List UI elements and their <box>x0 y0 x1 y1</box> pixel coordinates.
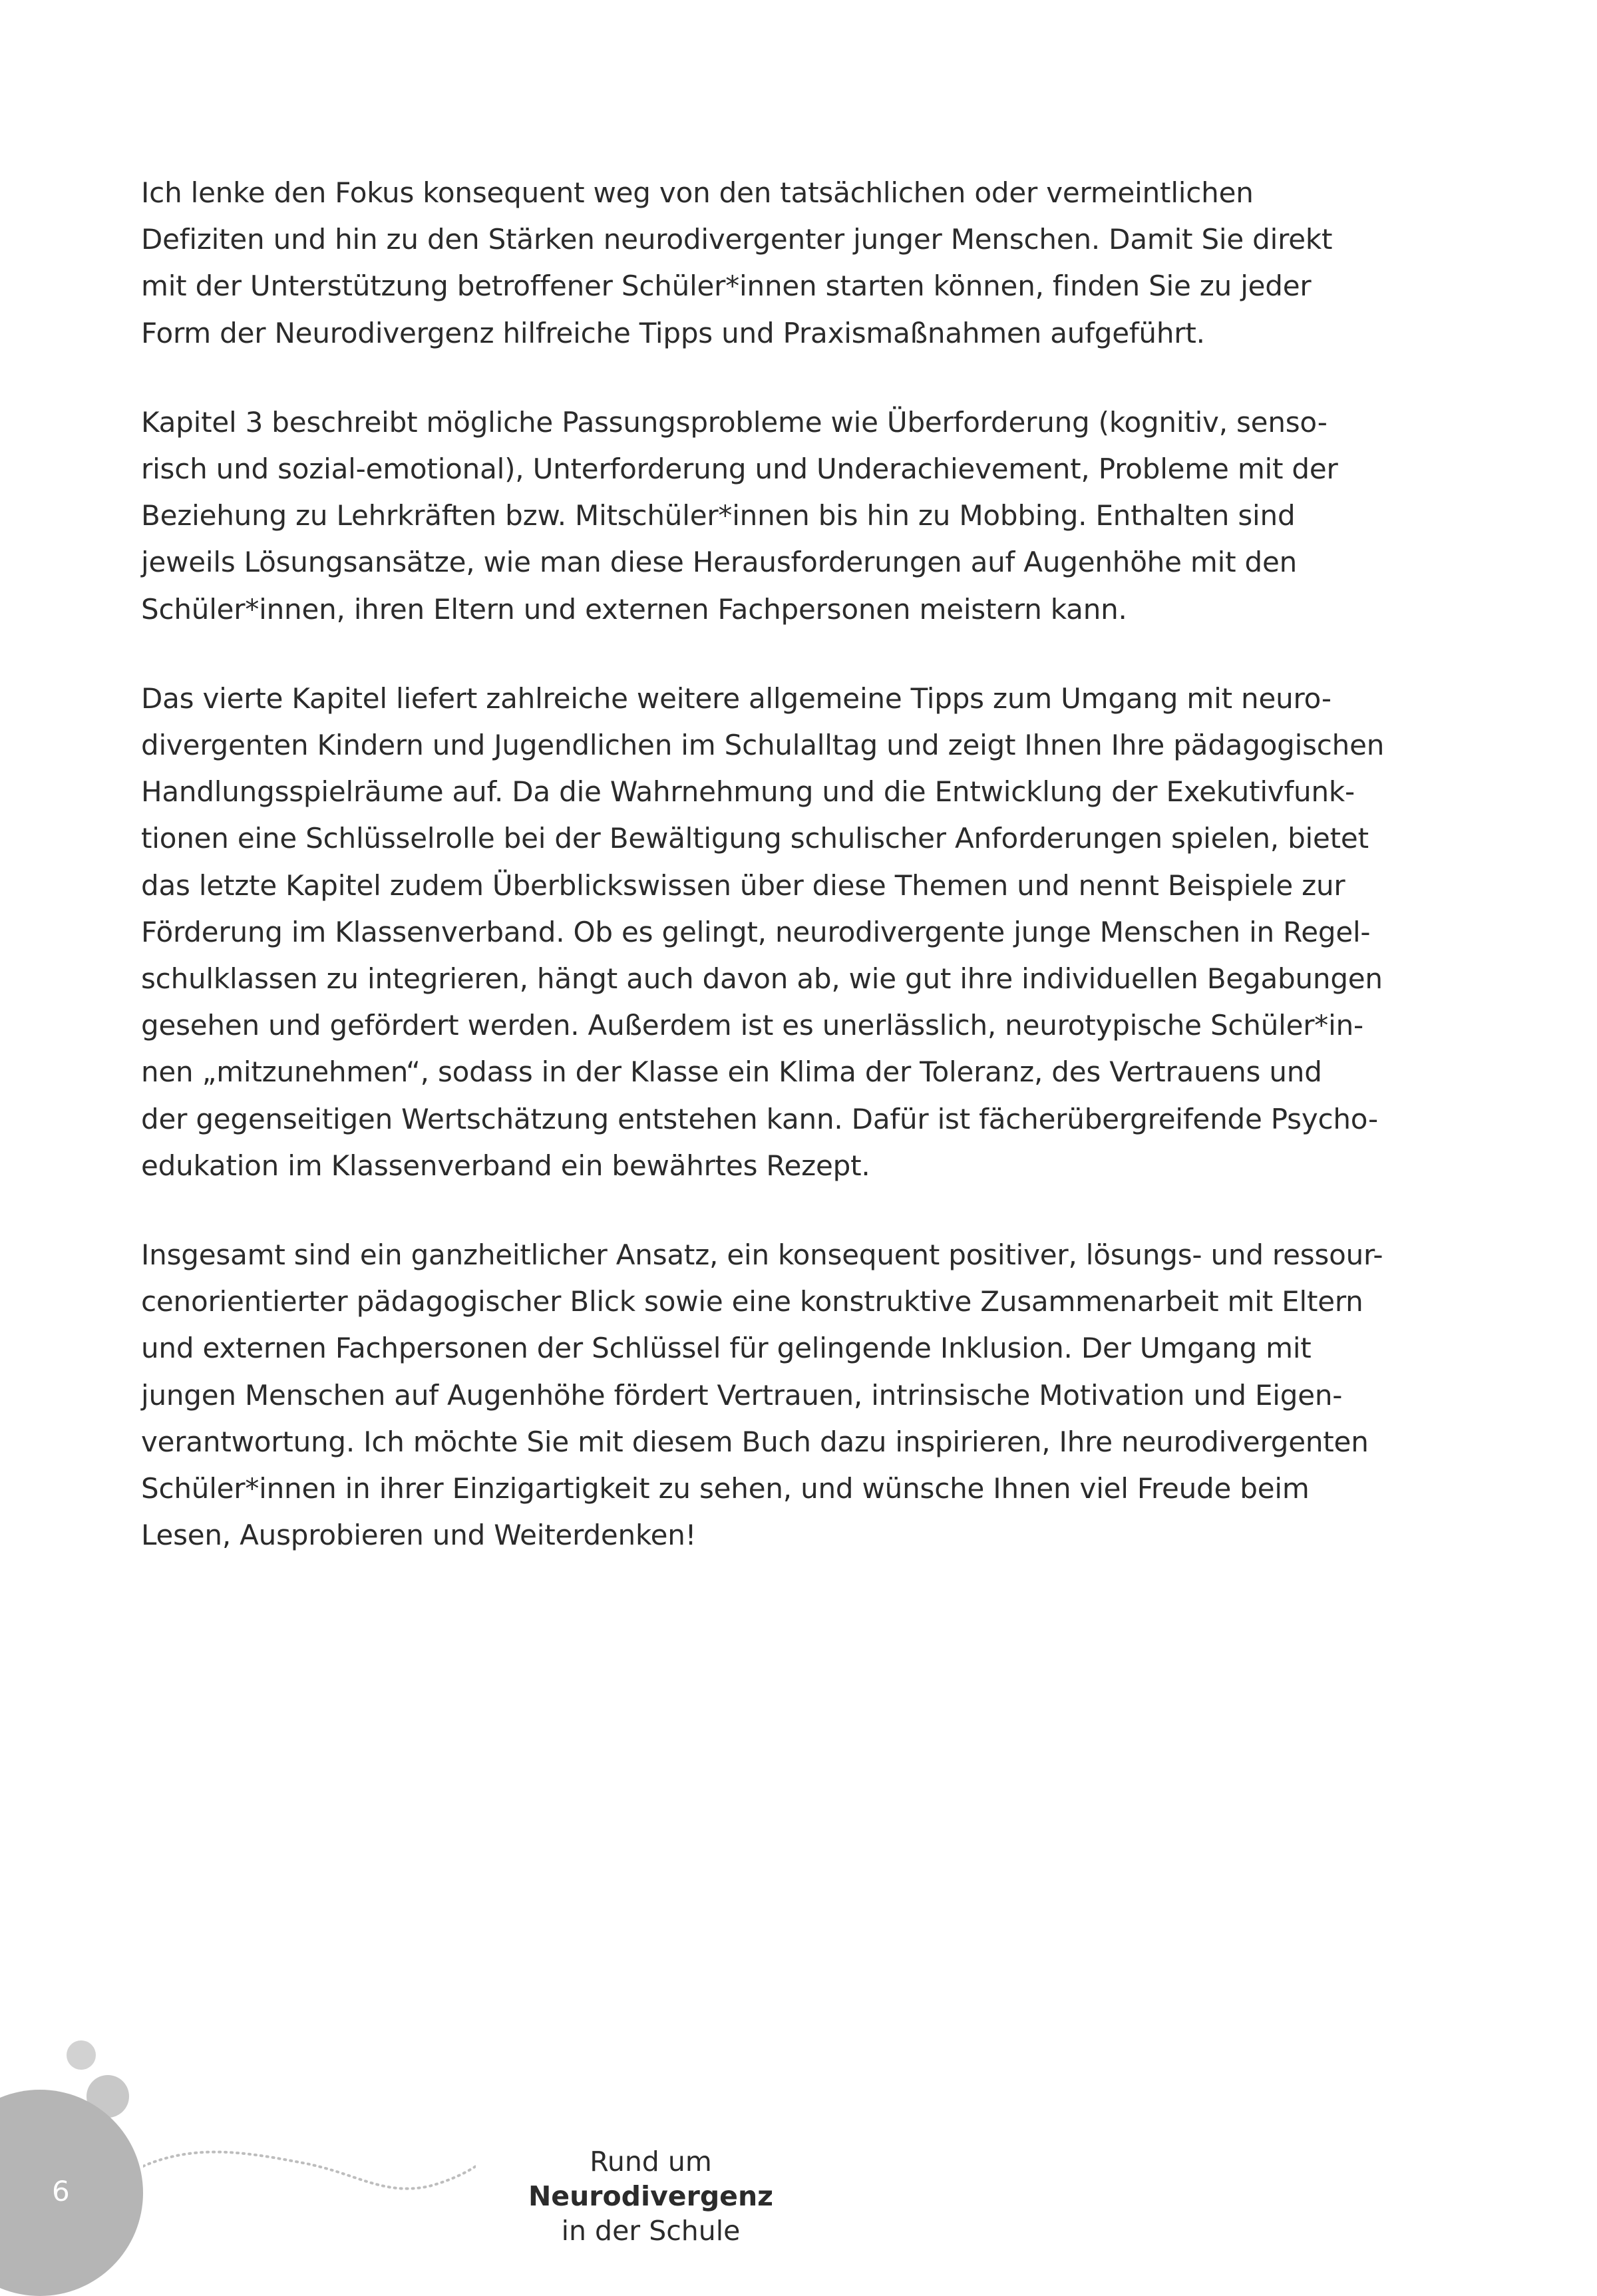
text-line: nen „mitzunehmen“, sodass in der Klasse ein Klima der Toleranz, des Vertrauens und <box>141 1055 1322 1089</box>
text-line: tionen eine Schlüsselrolle bei der Bewältigung schulischer Anforderungen spielen, bietet <box>141 822 1369 855</box>
text-line: edukation im Klassenverband ein bewährtes Rezept. <box>141 1149 870 1182</box>
text-line: schulklassen zu integrieren, hängt auch davon ab, wie gut ihre individuellen Begabungen <box>141 962 1383 996</box>
text-line: Lesen, Ausprobieren und Weiterdenken! <box>141 1519 697 1552</box>
text-line: und externen Fachpersonen der Schlüssel für gelingende Inklusion. Der Umgang mit <box>141 1332 1312 1365</box>
text-line: das letzte Kapitel zudem Überblickswissen über diese Themen und nennt Beispiele zur <box>141 868 1345 902</box>
series-title <box>478 2144 824 2248</box>
decorative-dot-icon <box>67 2040 96 2070</box>
dotted-wave-decoration <box>143 2146 476 2200</box>
series-title-line-1 <box>478 2144 824 2213</box>
text-line: Ich lenke den Fokus konsequent weg von den tatsächlichen oder vermeintlichen <box>141 176 1254 209</box>
text-line: gesehen und gefördert werden. Außerdem ist es unerlässlich, neurotypische Schüler*in- <box>141 1009 1363 1042</box>
paragraph-3 <box>141 675 1405 1189</box>
text-line: mit der Unterstützung betroffener Schüler*innen starten können, finden Sie zu jeder <box>141 270 1312 303</box>
text-line: Insgesamt sind ein ganzheitlicher Ansatz, ein konsequent positiver, lösungs- und ressour- <box>141 1239 1383 1272</box>
text-line: Form der Neurodivergenz hilfreiche Tipps und Praxismaßnahmen aufgeführt. <box>141 316 1205 349</box>
paragraph-4 <box>141 1232 1405 1559</box>
text-line: Beziehung zu Lehrkräften bzw. Mitschüler*innen bis hin zu Mobbing. Enthalten sind <box>141 499 1296 532</box>
text-line: Handlungsspielräume auf. Da die Wahrnehmung und die Entwicklung der Exekutivfunk- <box>141 775 1355 809</box>
text-line: Das vierte Kapitel liefert zahlreiche weitere allgemeine Tipps zum Umgang mit neuro- <box>141 681 1331 715</box>
body-text <box>141 170 1405 1601</box>
text-line: Kapitel 3 beschreibt mögliche Passungsprobleme wie Überforderung (kognitiv, senso- <box>141 405 1328 439</box>
text-line: Förderung im Klassenverband. Ob es gelingt, neurodivergente junge Menschen in Regel- <box>141 915 1371 948</box>
paragraph-1 <box>141 170 1405 357</box>
paragraph-2 <box>141 399 1405 633</box>
text-line: der gegenseitigen Wertschätzung entstehen kann. Dafür ist fächerübergreifende Psycho- <box>141 1102 1379 1135</box>
page-number-circle <box>0 2090 143 2296</box>
text-line: Defiziten und hin zu den Stärken neurodivergenter junger Menschen. Damit Sie direkt <box>141 223 1333 256</box>
text-line: cenorientierter pädagogischer Blick sowie eine konstruktive Zusammenarbeit mit Eltern <box>141 1285 1363 1318</box>
text-line: risch und sozial-emotional), Unterforderung und Underachievement, Probleme mit der <box>141 453 1338 486</box>
page-number: 6 <box>52 2175 70 2207</box>
text-line: Schüler*innen, ihren Eltern und externen Fachpersonen meistern kann. <box>141 592 1127 626</box>
series-title-line-2: in der Schule <box>561 2215 741 2247</box>
series-title-bold: Neurodivergenz <box>528 2180 774 2212</box>
series-title-prefix: Rund um <box>590 2146 712 2178</box>
text-line: divergenten Kindern und Jugendlichen im Schulalltag und zeigt Ihnen Ihre pädagogischen <box>141 729 1385 762</box>
text-line: jeweils Lösungsansätze, wie man diese Herausforderungen auf Augenhöhe mit den <box>141 546 1298 579</box>
text-line: Schüler*innen in ihrer Einzigartigkeit zu sehen, und wünsche Ihnen viel Freude beim <box>141 1472 1310 1505</box>
text-line: verantwortung. Ich möchte Sie mit diesem Buch dazu inspirieren, Ihre neurodivergenten <box>141 1425 1369 1458</box>
text-line: jungen Menschen auf Augenhöhe fördert Vertrauen, intrinsische Motivation und Eigen- <box>141 1378 1343 1412</box>
